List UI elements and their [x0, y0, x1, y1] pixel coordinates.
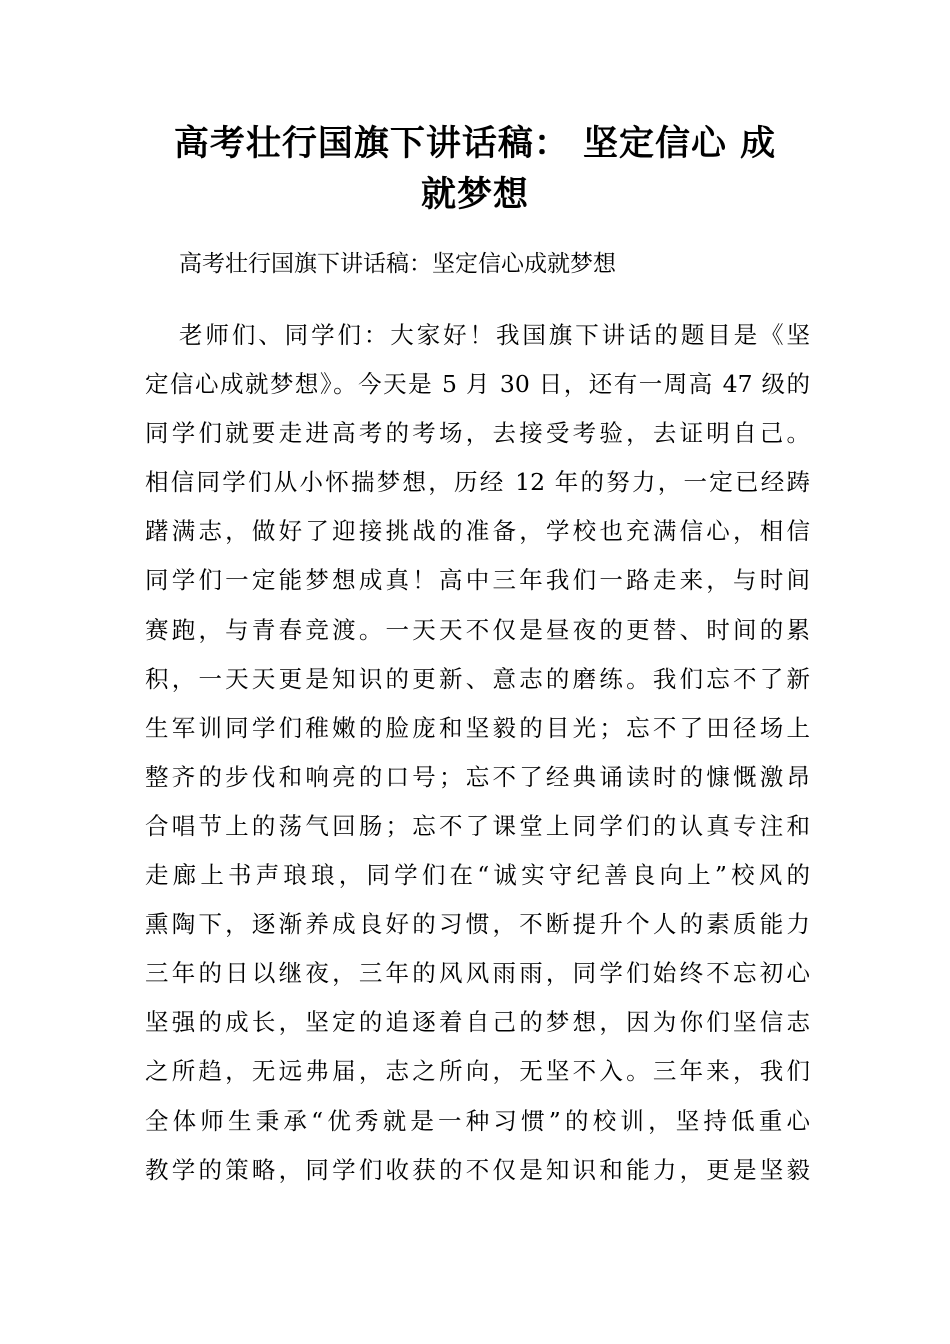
document-subtitle: 高考壮行国旗下讲话稿：坚定信心成就梦想 [179, 251, 616, 277]
body-line: 走廊上书声琅琅，同学们在“诚实守纪善良向上”校风的 [145, 861, 810, 890]
body-line: 赛跑，与青春竞渡。一天天不仅是昼夜的更替、时间的累 [145, 615, 810, 644]
body-line: 同学们就要走进高考的考场，去接受考验，去证明自己。 [145, 419, 810, 448]
body-line: 躇满志，做好了迎接挑战的准备，学校也充满信心，相信 [145, 517, 810, 546]
body-line: 同学们一定能梦想成真！高中三年我们一路走来，与时间 [145, 566, 810, 595]
document-title [145, 118, 805, 220]
title-line-1: 高考壮行国旗下讲话稿： 坚定信心 成 [173, 123, 777, 164]
body-line: 教学的策略，同学们收获的不仅是知识和能力，更是坚毅 [145, 1155, 810, 1184]
body-line: 相信同学们从小怀揣梦想，历经 12 年的努力，一定已经踌 [145, 468, 810, 497]
body-line: 整齐的步伐和响亮的口号；忘不了经典诵读时的慷慨激昂 [145, 762, 810, 791]
body-line: 积，一天天更是知识的更新、意志的磨练。我们忘不了新 [145, 664, 810, 693]
body-line: 合唱节上的荡气回肠；忘不了课堂上同学们的认真专注和 [145, 811, 810, 840]
body-line: 三年的日以继夜，三年的风风雨雨，同学们始终不忘初心 [145, 959, 810, 988]
body-line: 熏陶下，逐渐养成良好的习惯，不断提升个人的素质能力 [145, 910, 810, 939]
title-line-2: 就梦想 [420, 174, 529, 215]
body-text [145, 318, 810, 1202]
body-line: 定信心成就梦想》。今天是 5 月 30 日，还有一周高 47 级的 [145, 370, 810, 399]
body-line: 生军训同学们稚嫩的脸庞和坚毅的目光；忘不了田径场上 [145, 713, 810, 742]
body-line: 之所趋，无远弗届，志之所向，无坚不入。三年来，我们 [145, 1057, 810, 1086]
body-line: 坚强的成长，坚定的追逐着自己的梦想，因为你们坚信志 [145, 1008, 810, 1037]
body-line: 全体师生秉承“优秀就是一种习惯”的校训，坚持低重心 [145, 1106, 810, 1135]
body-line: 老师们、同学们：大家好！我国旗下讲话的题目是《坚 [179, 321, 810, 349]
